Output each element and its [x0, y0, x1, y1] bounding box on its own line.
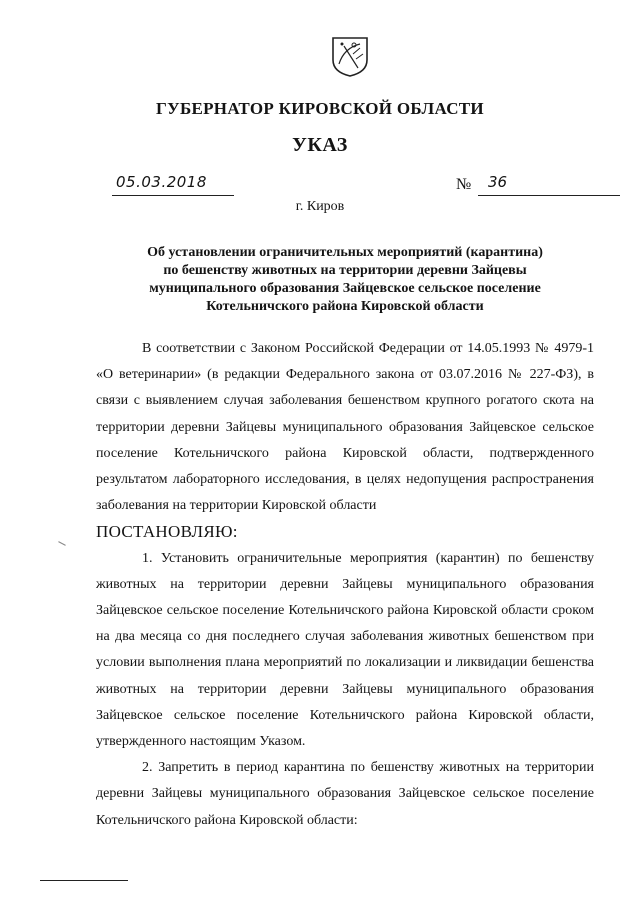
footnote-separator — [40, 880, 128, 881]
margin-mark — [58, 541, 66, 546]
decree-title — [110, 244, 580, 316]
item-2-paragraph: 2. Запретить в период карантина по бешенству животных на территории деревни Зайцевы муниципального образования Зайцевское сельское поселение Котельничского района Кировской области: — [96, 760, 594, 828]
item-1-paragraph: 1. Установить ограничительные мероприятия (карантин) по бешенству животных на территории деревни Зайцевы муниципального образования Зайцевское сельское поселение Котельничского района Кировской области сроком на два месяца со дня последнего случая заболевания животных бешенством при условии выполнения плана мероприятий по локализации и ликвидации бешенства животных на территории деревни Зайцевы муниципального образования Зайцевское сельское поселение Котельничского района Кировской области, утвержденного настоящим Указом. — [96, 550, 594, 750]
decree-word: ПОСТАНОВЛЯЮ: — [96, 522, 238, 542]
doc-type-heading: УКАЗ — [292, 134, 348, 156]
title-line: Об установлении ограничительных мероприятий (карантина) — [147, 245, 543, 260]
preamble-paragraph: В соответствии с Законом Российской Федерации от 14.05.1993 № 4979-1 «О ветеринарии» (в редакции Федерального закона от 03.07.2016 № 227-ФЗ), в связи с выявлением случая заболевания бешенством крупного рогатого скота на территории деревни Зайцевы муниципального образования Зайцевское сельское поселение Котельничского района Кировской области, подтвержденного результатом лабораторного исследования, в целях недопущения распространения заболевания на территории Кировской области — [96, 341, 594, 514]
title-line: Котельничского района Кировской области — [206, 299, 484, 314]
city-label: г. Киров — [295, 199, 345, 214]
decree-date: 05.03.2018 — [116, 173, 207, 191]
title-line: по бешенству животных на территории деревни Зайцевы — [163, 263, 527, 278]
number-field — [478, 171, 620, 196]
kirov-coat-of-arms-icon — [330, 34, 370, 78]
governor-heading: ГУБЕРНАТОР КИРОВСКОЙ ОБЛАСТИ — [156, 99, 484, 118]
decree-body — [96, 336, 594, 834]
number-label: № — [456, 176, 472, 193]
date-field — [112, 171, 234, 196]
decree-number: 36 — [488, 173, 508, 191]
title-line: муниципального образования Зайцевское сельское поселение — [149, 281, 541, 296]
